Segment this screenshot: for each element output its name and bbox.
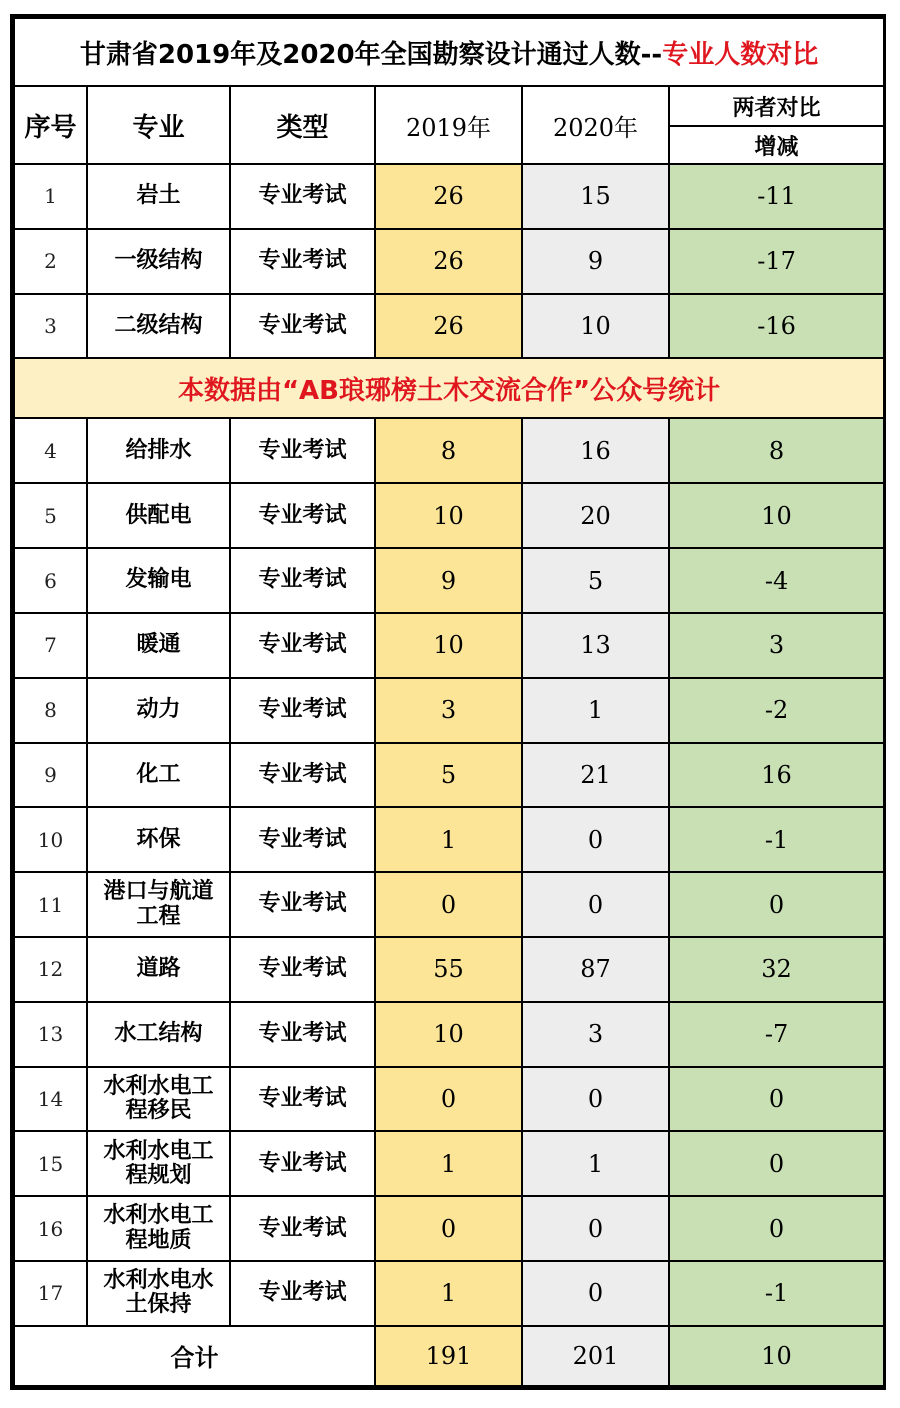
row-change-value: -16 <box>669 294 884 359</box>
table-row <box>14 1196 884 1261</box>
header-no: 序号 <box>14 86 87 164</box>
row-number: 7 <box>14 613 87 678</box>
row-major: 给排水 <box>87 418 230 483</box>
row-2019-value: 10 <box>375 483 522 548</box>
row-number: 16 <box>14 1196 87 1261</box>
row-2019-value: 1 <box>375 1131 522 1196</box>
total-label: 合计 <box>14 1326 375 1386</box>
row-2020-value: 21 <box>522 743 669 808</box>
source-banner: 本数据由“AB琅琊榜土木交流合作”公众号统计 <box>14 358 884 418</box>
row-number: 3 <box>14 294 87 359</box>
row-2019-value: 1 <box>375 807 522 872</box>
row-type: 专业考试 <box>230 1067 375 1132</box>
row-change-value: 0 <box>669 872 884 937</box>
row-2020-value: 0 <box>522 1261 669 1326</box>
data-table-frame <box>10 14 886 1390</box>
row-2019-value: 10 <box>375 613 522 678</box>
row-major: 暖通 <box>87 613 230 678</box>
row-type: 专业考试 <box>230 678 375 743</box>
row-change-value: -1 <box>669 807 884 872</box>
row-2020-value: 20 <box>522 483 669 548</box>
row-number: 1 <box>14 164 87 229</box>
row-2020-value: 0 <box>522 872 669 937</box>
header-major: 专业 <box>87 86 230 164</box>
row-type: 专业考试 <box>230 743 375 808</box>
header-type: 类型 <box>230 86 375 164</box>
row-2019-value: 0 <box>375 872 522 937</box>
row-major: 水利水电水土保持 <box>87 1261 230 1326</box>
row-type: 专业考试 <box>230 483 375 548</box>
table-row <box>14 164 884 229</box>
title-main: 甘肃省2019年及2020年全国勘察设计通过人数-- <box>79 39 663 70</box>
row-2020-value: 13 <box>522 613 669 678</box>
table-title <box>14 18 884 86</box>
row-major: 动力 <box>87 678 230 743</box>
row-type: 专业考试 <box>230 229 375 294</box>
row-type: 专业考试 <box>230 1002 375 1067</box>
total-2019-value: 191 <box>375 1326 522 1386</box>
table-row <box>14 483 884 548</box>
row-change-value: 8 <box>669 418 884 483</box>
row-2019-value: 5 <box>375 743 522 808</box>
table-row <box>14 1131 884 1196</box>
row-2019-value: 1 <box>375 1261 522 1326</box>
row-type: 专业考试 <box>230 1131 375 1196</box>
table-row <box>14 743 884 808</box>
row-2020-value: 1 <box>522 1131 669 1196</box>
row-change-value: 16 <box>669 743 884 808</box>
row-2019-value: 9 <box>375 548 522 613</box>
row-2019-value: 55 <box>375 937 522 1002</box>
row-2020-value: 1 <box>522 678 669 743</box>
row-number: 14 <box>14 1067 87 1132</box>
row-type: 专业考试 <box>230 872 375 937</box>
row-major: 水利水电工程地质 <box>87 1196 230 1261</box>
row-change-value: -2 <box>669 678 884 743</box>
row-2019-value: 26 <box>375 229 522 294</box>
row-major: 化工 <box>87 743 230 808</box>
row-change-value: 0 <box>669 1196 884 1261</box>
row-major: 一级结构 <box>87 229 230 294</box>
row-number: 4 <box>14 418 87 483</box>
header-row-1 <box>14 86 884 126</box>
row-number: 12 <box>14 937 87 1002</box>
table-body <box>14 18 884 1386</box>
table-row <box>14 937 884 1002</box>
row-change-value: 10 <box>669 483 884 548</box>
row-2019-value: 0 <box>375 1067 522 1132</box>
header-2019: 2019年 <box>375 86 522 164</box>
row-2019-value: 0 <box>375 1196 522 1261</box>
row-2019-value: 26 <box>375 294 522 359</box>
row-major: 供配电 <box>87 483 230 548</box>
row-number: 2 <box>14 229 87 294</box>
header-change: 增减 <box>669 126 884 164</box>
row-change-value: -11 <box>669 164 884 229</box>
table-row <box>14 872 884 937</box>
row-number: 11 <box>14 872 87 937</box>
row-type: 专业考试 <box>230 1261 375 1326</box>
row-number: 5 <box>14 483 87 548</box>
row-2020-value: 0 <box>522 1196 669 1261</box>
row-major: 二级结构 <box>87 294 230 359</box>
row-2020-value: 15 <box>522 164 669 229</box>
header-2020: 2020年 <box>522 86 669 164</box>
row-type: 专业考试 <box>230 548 375 613</box>
row-2020-value: 3 <box>522 1002 669 1067</box>
title-row <box>14 18 884 86</box>
table-row <box>14 229 884 294</box>
row-type: 专业考试 <box>230 418 375 483</box>
source-banner-row <box>14 358 884 418</box>
row-change-value: -4 <box>669 548 884 613</box>
row-type: 专业考试 <box>230 613 375 678</box>
row-change-value: -17 <box>669 229 884 294</box>
row-2020-value: 87 <box>522 937 669 1002</box>
table-row <box>14 548 884 613</box>
row-number: 6 <box>14 548 87 613</box>
total-change-value: 10 <box>669 1326 884 1386</box>
row-number: 13 <box>14 1002 87 1067</box>
row-2019-value: 3 <box>375 678 522 743</box>
row-number: 17 <box>14 1261 87 1326</box>
row-2020-value: 10 <box>522 294 669 359</box>
row-number: 9 <box>14 743 87 808</box>
row-change-value: 32 <box>669 937 884 1002</box>
row-number: 10 <box>14 807 87 872</box>
table-row <box>14 1067 884 1132</box>
row-change-value: 0 <box>669 1131 884 1196</box>
row-change-value: -1 <box>669 1261 884 1326</box>
row-2020-value: 9 <box>522 229 669 294</box>
row-major: 港口与航道工程 <box>87 872 230 937</box>
row-2020-value: 0 <box>522 807 669 872</box>
row-change-value: 3 <box>669 613 884 678</box>
row-change-value: 0 <box>669 1067 884 1132</box>
table-row <box>14 807 884 872</box>
table-row <box>14 1002 884 1067</box>
row-major: 水工结构 <box>87 1002 230 1067</box>
title-highlight: 专业人数对比 <box>662 39 819 70</box>
row-2019-value: 10 <box>375 1002 522 1067</box>
row-major: 环保 <box>87 807 230 872</box>
table-row <box>14 294 884 359</box>
row-number: 15 <box>14 1131 87 1196</box>
table-row <box>14 613 884 678</box>
row-type: 专业考试 <box>230 807 375 872</box>
total-row <box>14 1326 884 1386</box>
row-2019-value: 26 <box>375 164 522 229</box>
row-2020-value: 0 <box>522 1067 669 1132</box>
row-2020-value: 16 <box>522 418 669 483</box>
row-2019-value: 8 <box>375 418 522 483</box>
row-major: 发输电 <box>87 548 230 613</box>
header-compare: 两者对比 <box>669 86 884 126</box>
table-row <box>14 1261 884 1326</box>
row-number: 8 <box>14 678 87 743</box>
row-major: 道路 <box>87 937 230 1002</box>
row-type: 专业考试 <box>230 937 375 1002</box>
total-2020-value: 201 <box>522 1326 669 1386</box>
row-type: 专业考试 <box>230 294 375 359</box>
row-major: 岩土 <box>87 164 230 229</box>
row-type: 专业考试 <box>230 1196 375 1261</box>
row-2020-value: 5 <box>522 548 669 613</box>
row-change-value: -7 <box>669 1002 884 1067</box>
row-type: 专业考试 <box>230 164 375 229</box>
row-major: 水利水电工程规划 <box>87 1131 230 1196</box>
row-major: 水利水电工程移民 <box>87 1067 230 1132</box>
exam-pass-comparison-table <box>13 17 885 1387</box>
table-row <box>14 678 884 743</box>
table-row <box>14 418 884 483</box>
